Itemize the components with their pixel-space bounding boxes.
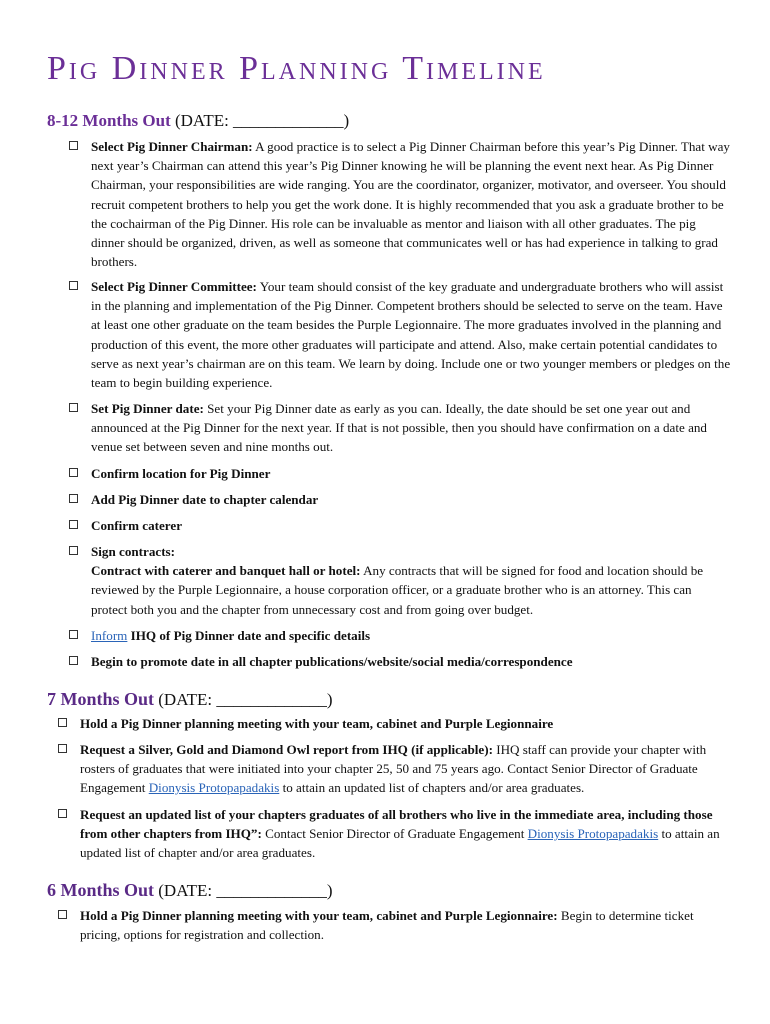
item-heading: IHQ of Pig Dinner date and specific details (127, 628, 371, 643)
list-item (80, 714, 732, 733)
item-heading: Begin to promote date in all chapter publications/website/social media/correspondence (91, 654, 573, 669)
list-item (91, 542, 731, 619)
item-heading: Select Pig Dinner Chairman: (91, 139, 253, 154)
section-date: (DATE: _____________) (158, 690, 333, 709)
item-text: to attain an updated list of chapter and/or area graduates. (80, 826, 720, 861)
checkbox-icon (69, 656, 78, 665)
item-subheading: Contract with caterer and banquet hall or hotel: (91, 563, 361, 579)
item-text: A good practice is to select a Pig Dinner Chairman before this year’s Pig Dinner. That way next year’s Chairman can attend this year’s Pig Dinner knowing he will be planning the event next hear. As Pig Dinner Chairman, your responsibilities are wide ranging. You are the coordinator, organizer, motivator, and overseer. You should recruit competent brothers to help you get the work done. It is highly recommended that you ask a graduate brother to be the cochairman of the Pig Dinner. His role can be invaluable as mentor and liaison with all other graduates. The pig dinner should be organized, driven, as well as someone that communicates well or has had experience in talking to grad brothers. (91, 139, 730, 270)
item-heading: Hold a Pig Dinner planning meeting with your team, cabinet and Purple Legionnaire: (80, 908, 558, 923)
item-heading: Select Pig Dinner Committee: (91, 279, 257, 294)
list-item (91, 137, 731, 271)
checkbox-icon (58, 910, 67, 919)
list-item (91, 464, 731, 483)
item-text: Begin to determine ticket pricing, options for registration and collection. (80, 908, 694, 943)
section-date: (DATE: _____________) (174, 111, 350, 130)
checkbox-icon (69, 520, 78, 529)
list-item (80, 906, 732, 944)
checkbox-icon (58, 809, 67, 818)
checkbox-icon (69, 546, 78, 555)
section-label: 7 Months Out (47, 689, 155, 709)
checkbox-icon (69, 403, 78, 412)
checkbox-icon (69, 468, 78, 477)
list-item (91, 516, 731, 535)
item-heading: Request a Silver, Gold and Diamond Owl report from IHQ (if applicable): (80, 742, 493, 757)
list-item (91, 626, 731, 645)
checkbox-icon (58, 744, 67, 753)
list-item (91, 490, 731, 509)
list-item (80, 740, 732, 798)
item-heading: Request an updated list of your chapters graduates of all brothers who live in the immediate area, including those from other chapters from IHQ”: (80, 807, 713, 842)
contact-link[interactable]: Dionysis Protopapadakis (527, 826, 659, 842)
section-6-months-heading (47, 881, 333, 899)
item-text: Your team should consist of the key graduate and undergraduate brothers who will assist in the planning and implementation of the Pig Dinner. Competent brothers should be selected to serve on the team. Have at least one other graduate on the team besides the Purple Legionnaire. The more graduates involved in the planning and production of this event, the more other graduates will participate and attend. Also, make certain potential candidates to serve as next year’s chairman are on this team. We learn by doing. Include one or two younger members or pledges on the team to begin building experience. (91, 279, 731, 391)
section-label: 8-12 Months Out (47, 111, 171, 130)
item-heading: Hold a Pig Dinner planning meeting with your team, cabinet and Purple Legionnaire (80, 716, 554, 731)
checkbox-icon (69, 630, 78, 639)
item-text: Any contracts that will be signed for food and location should be reviewed by the Purple Legionnaire, a house corporation officer, or a graduate brother who is an attorney. This can protect both you and the chapter from unnecessary cost and from going over budget. (91, 563, 704, 617)
page-title: Pig Dinner Planning Timeline (47, 50, 546, 87)
list-item (91, 652, 731, 671)
list-item (91, 277, 731, 392)
item-text: Contact Senior Director of Graduate Engagement (261, 826, 528, 842)
item-heading: Set Pig Dinner date: (91, 401, 204, 416)
item-heading: Sign contracts: (91, 544, 176, 559)
item-heading: Confirm caterer (91, 518, 183, 533)
contact-link[interactable]: Dionysis Protopapadakis (148, 780, 280, 796)
list-item (80, 805, 732, 863)
checkbox-icon (58, 718, 67, 727)
item-text: IHQ staff can provide your chapter with rosters of graduates that were initiated into your chapter 25, 50 and 75 years ago. Contact Senior Director of Graduate Engagement (80, 742, 707, 796)
section-8-12-months-heading (47, 112, 349, 129)
checkbox-icon (69, 494, 78, 503)
item-heading: Add Pig Dinner date to chapter calendar (91, 492, 319, 507)
section-7-months-heading (47, 690, 333, 708)
item-text: to attain an updated list of chapters and/or area graduates. (279, 780, 585, 796)
item-text: Set your Pig Dinner date as early as you can. Ideally, the date should be set one year out and announced at the Pig Dinner for the next year. If that is not possible, then you should have confirmation on a date and venue set between seven and nine months out. (91, 401, 707, 455)
section-date: (DATE: _____________) (158, 881, 333, 900)
inform-link[interactable]: Inform (91, 628, 128, 643)
checkbox-icon (69, 281, 78, 290)
section-label: 6 Months Out (47, 880, 155, 900)
item-heading: Confirm location for Pig Dinner (91, 466, 271, 481)
checkbox-icon (69, 141, 78, 150)
list-item (91, 399, 731, 457)
